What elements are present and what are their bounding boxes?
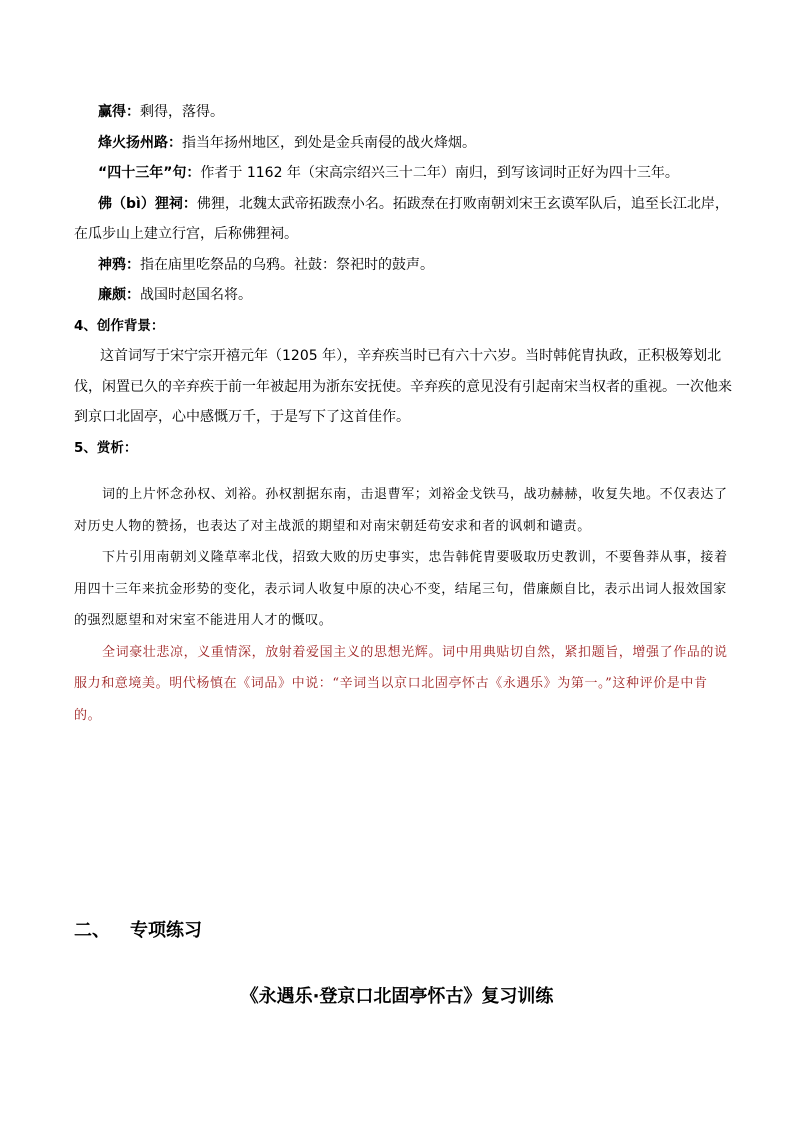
note-item (74, 128, 734, 159)
note-item (74, 158, 734, 189)
section-number: 二、 (74, 920, 110, 941)
analysis-paragraph-highlight: 全词豪壮悲凉，义重情深，放射着爱国主义的思想光辉。词中用典贴切自然，紧扣题旨，增强了作品的说服力和意境美。明代杨慎在《词品》中说：“辛词当以京口北固亭怀古《永遇乐》为第一。”这种评价是中肯的。 (74, 644, 728, 723)
analysis-heading: 5、赏析： (74, 439, 138, 456)
analysis-paragraph: 下片引用南朝刘义隆草率北伐，招致大败的历史事实，忠告韩侂胄要吸取历史教训，不要鲁莽从事，接着用四十三年来抗金形势的变化，表示词人收复中原的决心不变，结尾三句，借廉颇自比，表示出词人报效国家的强烈愿望和对宋室不能进用人才的慨叹。 (74, 550, 728, 628)
note-term: “四十三年”句： (98, 165, 201, 181)
section-heading (74, 916, 202, 942)
note-text: 指当年扬州地区，到处是金兵南侵的战火烽烟。 (182, 134, 476, 151)
note-text: 佛狸，北魏太武帝拓跋焘小名。拓跋焘在打败南朝刘宋王玄谟军队后，追至长江北岸，在瓜步山上建立行宫，后称佛狸祠。 (74, 195, 729, 242)
note-item (74, 250, 734, 281)
background-text: 这首词写于宋宁宗开禧元年（1205 年），辛弃疾当时已有六十六岁。当时韩侂胄执政，正积极筹划北伐，闲置已久的辛弃疾于前一年被起用为浙东安抚使。辛弃疾的意见没有引起南宋当权者的重视。一次他来到京口北固亭，心中感慨万千，于是写下了这首佳作。 (74, 348, 732, 425)
note-text: 战国时赵国名将。 (140, 287, 252, 303)
analysis-body (74, 479, 734, 731)
section-label: 专项练习 (130, 920, 202, 941)
note-term: 佛（bì）狸祠： (98, 195, 197, 212)
note-text: 指在庙里吃祭品的乌鸦。社鼓：祭祀时的鼓声。 (140, 256, 434, 273)
note-term: 廉颇： (98, 287, 140, 303)
note-text: 作者于 1162 年（宋高宗绍兴三十二年）南归，到写该词时正好为四十三年。 (200, 165, 679, 181)
note-text: 剩得，落得。 (140, 104, 224, 120)
note-item (74, 280, 734, 311)
annotation-notes (74, 97, 734, 463)
note-term: 神鸦： (98, 256, 140, 273)
note-item (74, 97, 734, 128)
background-heading: 4、创作背景： (74, 317, 165, 334)
note-item (74, 189, 734, 250)
note-term: 赢得： (98, 104, 140, 120)
note-term: 烽火扬州路： (98, 134, 182, 151)
exercise-title: 《永遇乐·登京口北固亭怀古》复习训练 (240, 986, 554, 1007)
analysis-paragraph: 词的上片怀念孙权、刘裕。孙权割据东南，击退曹军；刘裕金戈铁马，战功赫赫，收复失地。不仅表达了对历史人物的赞扬，也表达了对主战派的期望和对南宋朝廷苟安求和者的讽刺和谴责。 (74, 487, 728, 534)
